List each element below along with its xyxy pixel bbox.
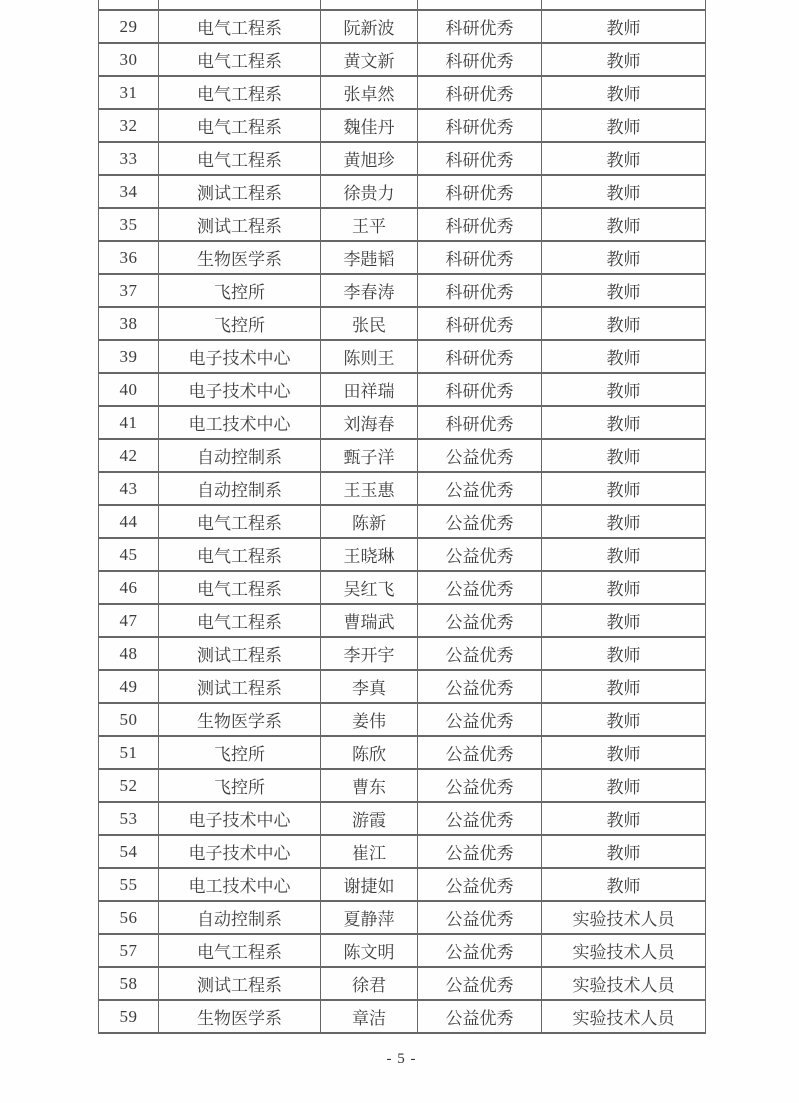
cell-name: 陈则王 xyxy=(321,340,418,373)
cell-name: 黄旭珍 xyxy=(321,142,418,175)
cell-department: 测试工程系 xyxy=(159,967,321,1000)
table-row xyxy=(99,967,706,1000)
cell-award: 公益优秀 xyxy=(418,736,542,769)
cell-number: 35 xyxy=(99,208,159,241)
cell-name: 陈新 xyxy=(321,505,418,538)
table-row xyxy=(99,76,706,109)
cell-award: 公益优秀 xyxy=(418,703,542,736)
cell-name: 魏佳丹 xyxy=(321,109,418,142)
cell-award: 公益优秀 xyxy=(418,901,542,934)
cell-number: 45 xyxy=(99,538,159,571)
cell-name: 曹东 xyxy=(321,769,418,802)
cell-name: 刘海春 xyxy=(321,406,418,439)
cell-name: 吴红飞 xyxy=(321,571,418,604)
cell-department: 生物医学系 xyxy=(159,1000,321,1033)
cell-role: 教师 xyxy=(542,274,706,307)
cutoff-cell xyxy=(542,0,706,10)
cell-role: 教师 xyxy=(542,10,706,43)
table-row xyxy=(99,1000,706,1033)
cell-role: 教师 xyxy=(542,43,706,76)
cutoff-cell xyxy=(99,0,159,10)
table-row xyxy=(99,241,706,274)
cell-award: 公益优秀 xyxy=(418,967,542,1000)
cell-number: 32 xyxy=(99,109,159,142)
cell-role: 教师 xyxy=(542,109,706,142)
cell-number: 43 xyxy=(99,472,159,505)
table-row xyxy=(99,571,706,604)
cell-number: 58 xyxy=(99,967,159,1000)
table-row xyxy=(99,769,706,802)
cell-department: 电子技术中心 xyxy=(159,373,321,406)
cell-role: 教师 xyxy=(542,505,706,538)
cell-award: 科研优秀 xyxy=(418,373,542,406)
cell-department: 电气工程系 xyxy=(159,109,321,142)
cell-name: 张卓然 xyxy=(321,76,418,109)
cell-role: 教师 xyxy=(542,769,706,802)
cell-department: 电气工程系 xyxy=(159,142,321,175)
cell-role: 教师 xyxy=(542,340,706,373)
cell-number: 57 xyxy=(99,934,159,967)
cell-name: 阮新波 xyxy=(321,10,418,43)
cell-award: 公益优秀 xyxy=(418,604,542,637)
cell-role: 教师 xyxy=(542,571,706,604)
cell-department: 电气工程系 xyxy=(159,571,321,604)
table-row xyxy=(99,604,706,637)
cell-role: 教师 xyxy=(542,637,706,670)
cell-award: 公益优秀 xyxy=(418,571,542,604)
cell-department: 电气工程系 xyxy=(159,10,321,43)
table-cutoff-row xyxy=(99,0,706,10)
cell-department: 电气工程系 xyxy=(159,43,321,76)
table-row xyxy=(99,703,706,736)
cell-department: 飞控所 xyxy=(159,736,321,769)
cell-number: 52 xyxy=(99,769,159,802)
cell-number: 34 xyxy=(99,175,159,208)
cell-award: 科研优秀 xyxy=(418,241,542,274)
cell-department: 自动控制系 xyxy=(159,439,321,472)
cell-name: 黄文新 xyxy=(321,43,418,76)
cell-role: 教师 xyxy=(542,406,706,439)
cell-name: 王平 xyxy=(321,208,418,241)
cell-award: 公益优秀 xyxy=(418,934,542,967)
cell-department: 电子技术中心 xyxy=(159,835,321,868)
cell-number: 37 xyxy=(99,274,159,307)
cell-name: 李真 xyxy=(321,670,418,703)
cell-role: 实验技术人员 xyxy=(542,901,706,934)
cutoff-cell xyxy=(321,0,418,10)
cell-department: 飞控所 xyxy=(159,307,321,340)
cell-number: 29 xyxy=(99,10,159,43)
table-row xyxy=(99,208,706,241)
table-row xyxy=(99,670,706,703)
cell-department: 测试工程系 xyxy=(159,637,321,670)
cell-award: 公益优秀 xyxy=(418,472,542,505)
cell-department: 飞控所 xyxy=(159,274,321,307)
table-row xyxy=(99,538,706,571)
cell-role: 教师 xyxy=(542,868,706,901)
cell-role: 教师 xyxy=(542,670,706,703)
cell-name: 张民 xyxy=(321,307,418,340)
cell-role: 实验技术人员 xyxy=(542,934,706,967)
cell-name: 姜伟 xyxy=(321,703,418,736)
table-row xyxy=(99,43,706,76)
cell-number: 30 xyxy=(99,43,159,76)
cell-number: 44 xyxy=(99,505,159,538)
cell-role: 教师 xyxy=(542,538,706,571)
cell-role: 教师 xyxy=(542,307,706,340)
cell-department: 电气工程系 xyxy=(159,538,321,571)
cell-role: 教师 xyxy=(542,241,706,274)
cell-award: 科研优秀 xyxy=(418,175,542,208)
cell-award: 公益优秀 xyxy=(418,802,542,835)
cell-name: 王晓琳 xyxy=(321,538,418,571)
cell-department: 测试工程系 xyxy=(159,208,321,241)
cell-department: 生物医学系 xyxy=(159,241,321,274)
cell-name: 陈欣 xyxy=(321,736,418,769)
table-row xyxy=(99,307,706,340)
cell-award: 公益优秀 xyxy=(418,538,542,571)
table-row xyxy=(99,10,706,43)
table-row xyxy=(99,505,706,538)
cell-role: 教师 xyxy=(542,835,706,868)
cell-award: 公益优秀 xyxy=(418,439,542,472)
cell-award: 科研优秀 xyxy=(418,307,542,340)
table-row xyxy=(99,637,706,670)
cell-department: 生物医学系 xyxy=(159,703,321,736)
cell-role: 教师 xyxy=(542,142,706,175)
cell-number: 41 xyxy=(99,406,159,439)
cell-role: 教师 xyxy=(542,802,706,835)
cell-number: 40 xyxy=(99,373,159,406)
cell-award: 公益优秀 xyxy=(418,1000,542,1033)
cell-role: 教师 xyxy=(542,76,706,109)
cell-department: 电工技术中心 xyxy=(159,406,321,439)
cell-role: 教师 xyxy=(542,472,706,505)
table-row xyxy=(99,934,706,967)
cell-name: 李春涛 xyxy=(321,274,418,307)
table-row xyxy=(99,406,706,439)
cell-department: 自动控制系 xyxy=(159,472,321,505)
cell-role: 教师 xyxy=(542,604,706,637)
cell-department: 电工技术中心 xyxy=(159,868,321,901)
cell-number: 47 xyxy=(99,604,159,637)
table-row xyxy=(99,472,706,505)
cell-award: 科研优秀 xyxy=(418,43,542,76)
cell-department: 飞控所 xyxy=(159,769,321,802)
cell-department: 自动控制系 xyxy=(159,901,321,934)
cell-award: 科研优秀 xyxy=(418,274,542,307)
table-row xyxy=(99,142,706,175)
table-row xyxy=(99,373,706,406)
cell-number: 39 xyxy=(99,340,159,373)
cell-award: 科研优秀 xyxy=(418,109,542,142)
cell-award: 公益优秀 xyxy=(418,637,542,670)
cell-number: 31 xyxy=(99,76,159,109)
table-row xyxy=(99,109,706,142)
cell-department: 电子技术中心 xyxy=(159,802,321,835)
cell-number: 46 xyxy=(99,571,159,604)
cell-number: 36 xyxy=(99,241,159,274)
cell-award: 科研优秀 xyxy=(418,142,542,175)
cell-name: 王玉惠 xyxy=(321,472,418,505)
cell-department: 电气工程系 xyxy=(159,76,321,109)
cell-department: 电气工程系 xyxy=(159,505,321,538)
cell-role: 教师 xyxy=(542,439,706,472)
cell-award: 公益优秀 xyxy=(418,769,542,802)
cell-award: 公益优秀 xyxy=(418,505,542,538)
cell-award: 公益优秀 xyxy=(418,868,542,901)
table-row xyxy=(99,835,706,868)
table-row xyxy=(99,439,706,472)
cell-department: 电气工程系 xyxy=(159,604,321,637)
cell-name: 章洁 xyxy=(321,1000,418,1033)
cell-award: 科研优秀 xyxy=(418,76,542,109)
cell-award: 公益优秀 xyxy=(418,835,542,868)
cell-award: 公益优秀 xyxy=(418,670,542,703)
cell-name: 李韪韬 xyxy=(321,241,418,274)
cell-name: 徐君 xyxy=(321,967,418,1000)
table-row xyxy=(99,868,706,901)
cutoff-cell xyxy=(159,0,321,10)
cell-name: 谢捷如 xyxy=(321,868,418,901)
cell-role: 教师 xyxy=(542,703,706,736)
cell-name: 田祥瑞 xyxy=(321,373,418,406)
cell-role: 教师 xyxy=(542,736,706,769)
cell-number: 33 xyxy=(99,142,159,175)
cell-number: 42 xyxy=(99,439,159,472)
cell-name: 崔江 xyxy=(321,835,418,868)
cutoff-cell xyxy=(418,0,542,10)
cell-role: 实验技术人员 xyxy=(542,1000,706,1033)
cell-award: 科研优秀 xyxy=(418,340,542,373)
cell-number: 56 xyxy=(99,901,159,934)
cell-name: 甄子洋 xyxy=(321,439,418,472)
table-row xyxy=(99,340,706,373)
cell-award: 科研优秀 xyxy=(418,10,542,43)
cell-name: 陈文明 xyxy=(321,934,418,967)
cell-department: 测试工程系 xyxy=(159,670,321,703)
table-row xyxy=(99,802,706,835)
table-row xyxy=(99,901,706,934)
cell-role: 教师 xyxy=(542,373,706,406)
cell-number: 54 xyxy=(99,835,159,868)
cell-number: 49 xyxy=(99,670,159,703)
cell-role: 实验技术人员 xyxy=(542,967,706,1000)
cell-number: 48 xyxy=(99,637,159,670)
cell-name: 夏静萍 xyxy=(321,901,418,934)
cell-name: 李开宇 xyxy=(321,637,418,670)
awards-table xyxy=(98,0,706,1034)
cell-number: 55 xyxy=(99,868,159,901)
cell-role: 教师 xyxy=(542,208,706,241)
cell-name: 徐贵力 xyxy=(321,175,418,208)
cell-number: 50 xyxy=(99,703,159,736)
table-row xyxy=(99,175,706,208)
cell-name: 曹瑞武 xyxy=(321,604,418,637)
table-row xyxy=(99,274,706,307)
cell-department: 电子技术中心 xyxy=(159,340,321,373)
cell-role: 教师 xyxy=(542,175,706,208)
cell-award: 科研优秀 xyxy=(418,208,542,241)
cell-number: 51 xyxy=(99,736,159,769)
cell-number: 53 xyxy=(99,802,159,835)
table-row xyxy=(99,736,706,769)
page-number: - 5 - xyxy=(386,1051,417,1067)
cell-department: 电气工程系 xyxy=(159,934,321,967)
cell-award: 科研优秀 xyxy=(418,406,542,439)
cell-name: 游霞 xyxy=(321,802,418,835)
cell-number: 59 xyxy=(99,1000,159,1033)
cell-number: 38 xyxy=(99,307,159,340)
cell-department: 测试工程系 xyxy=(159,175,321,208)
